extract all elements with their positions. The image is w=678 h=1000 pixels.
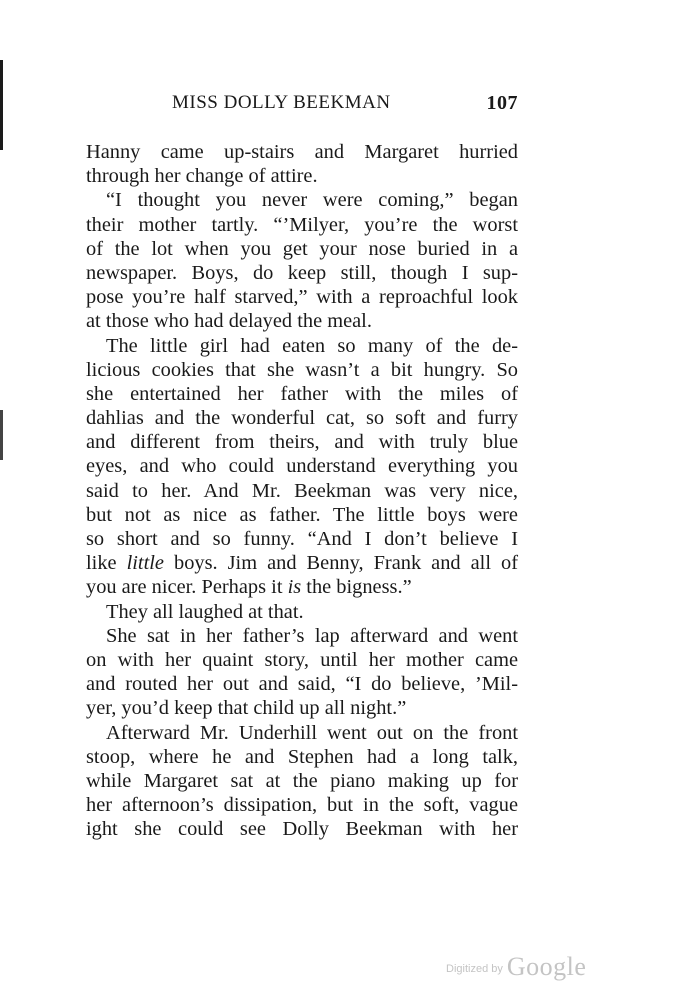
body-text [86, 140, 518, 841]
text-line: on with her quaint story, until her mother came [86, 648, 518, 671]
text-line: newspaper. Boys, do keep still, though I sup- [86, 261, 518, 284]
text-line: of the lot when you get your nose buried in a [86, 237, 518, 260]
text-line: at those who had delayed the meal. [86, 310, 372, 333]
text-line: their mother tartly. “’Milyer, you’re the worst [86, 213, 518, 236]
text-line: and different from theirs, and with truly blue [86, 431, 518, 454]
text-line: you are nicer. Perhaps it is the bigness.” [86, 576, 412, 599]
emphasis: is [287, 576, 302, 599]
text-line: dahlias and the wonderful cat, so soft and furry [86, 407, 518, 430]
text-line: Hanny came up-stairs and Margaret hurried [86, 141, 518, 163]
text-line: so short and so funny. “And I don’t believe I [86, 528, 518, 550]
emphasis: little [126, 552, 164, 575]
google-logo: Google [506, 952, 587, 981]
text-line: She sat in her father’s lap afterward and went [106, 624, 518, 647]
text-line: ight she could see Dolly Beekman with her [86, 818, 518, 841]
digitized-by-label: Digitized by [446, 963, 503, 975]
text-line: like little boys. Jim and Benny, Frank and all of [86, 552, 518, 575]
text-line: said to her. And Mr. Beekman was very nice, [86, 479, 518, 502]
page-number: 107 [486, 92, 518, 114]
text-line: she entertained her father with the miles of [86, 382, 518, 405]
text-line: Afterward Mr. Underhill went out on the front [106, 721, 518, 744]
text-line: licious cookies that she wasn’t a bit hungry. So [86, 358, 518, 381]
scan-edge [0, 0, 3, 1000]
text-line: The little girl had eaten so many of the de- [106, 334, 518, 357]
text-line: and routed her out and said, “I do believe, ’Mil- [86, 673, 518, 696]
text-line: through her change of attire. [86, 165, 318, 188]
text-line: but not as nice as father. The little boys were [86, 503, 518, 526]
text-line: pose you’re half starved,” with a reproachful look [86, 286, 518, 309]
text-line: while Margaret sat at the piano making up for [86, 769, 518, 792]
text-line: her afternoon’s dissipation, but in the soft, vague [86, 794, 518, 817]
text-line: They all laughed at that. [106, 600, 304, 623]
running-head: MISS DOLLY BEEKMAN [172, 92, 391, 113]
digitized-credit [446, 952, 586, 986]
text-line: eyes, and who could understand everything you [86, 455, 518, 478]
text-line: “I thought you never were coming,” began [106, 189, 518, 212]
text-line: stoop, where he and Stephen had a long talk, [86, 745, 518, 768]
text-line: yer, you’d keep that child up all night.” [86, 697, 407, 720]
page-header [86, 92, 518, 118]
